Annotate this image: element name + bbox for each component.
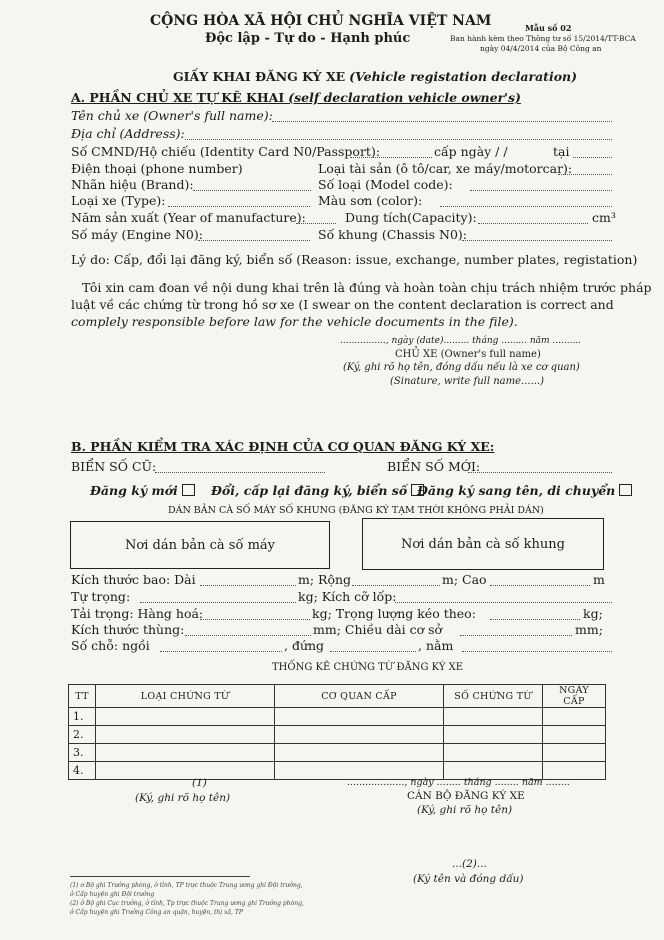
box-dims-label: Kích thước thùng:: [71, 622, 185, 637]
option-transfer-label: Đăng ký sang tên, di chuyển: [417, 483, 616, 498]
capacity-label: Dung tích(Capacity):: [345, 210, 477, 225]
table-row: [69, 726, 606, 744]
owner-date-line: ................, ngày (date)......... tháng ......... năm ..........: [340, 336, 582, 346]
load-label: Tải trọng: Hàng hoá:: [71, 606, 204, 621]
engine-no-label: Số máy (Engine N0):: [71, 227, 203, 242]
id-card-field[interactable]: [350, 157, 432, 158]
weight-field[interactable]: [140, 602, 296, 603]
section-a-title: A. PHẦN CHỦ XE TỰ KÊ KHAI: [71, 90, 285, 105]
width-label: m; Rộng: [298, 572, 352, 587]
phone-label: Điện thoại (phone number): [71, 161, 243, 176]
officer-title: CÁN BỘ ĐĂNG KÝ XE: [407, 790, 525, 802]
owner-sign-note-2: (Sinature, write full name......): [390, 376, 545, 387]
cell[interactable]: [444, 726, 543, 744]
new-plate-field[interactable]: [468, 472, 612, 473]
officer-note: (Ký, ghi rõ họ tên): [417, 804, 513, 816]
row-number: 1.: [69, 708, 96, 726]
issued-place-label: tại: [553, 144, 570, 159]
new-registration-checkbox[interactable]: [182, 484, 195, 496]
cell[interactable]: [543, 708, 606, 726]
cell[interactable]: [444, 744, 543, 762]
towing-label: kg; Trọng lượng kéo theo:: [312, 606, 476, 621]
owner-name-field[interactable]: [272, 121, 612, 122]
section-a-title-en: (self declaration vehicle owner's): [288, 90, 521, 105]
transfer-checkbox[interactable]: [619, 484, 632, 496]
option-new-label: Đăng ký mới: [90, 483, 178, 498]
vehicle-type-field[interactable]: [558, 174, 612, 175]
section-b-heading: B. PHẦN KIỂM TRA XÁC ĐỊNH CỦA CƠ QUAN ĐĂNG KÝ XE:: [71, 439, 495, 454]
wheelbase-unit: mm;: [575, 622, 603, 637]
cell[interactable]: [96, 744, 275, 762]
oath-line-1: Tôi xin cam đoan về nội dung khai trên là đúng và hoàn toàn chịu trách nhiệm trước pháp: [82, 280, 652, 295]
owner-sign-note-1: (Ký, ghi rõ họ tên, đóng dấu nếu là xe cơ quan): [343, 362, 580, 373]
option-reissue-label: Đổi, cấp lại đăng ký, biển số: [211, 483, 408, 498]
chassis-stamp-box: [362, 518, 604, 570]
issued-date-label: cấp ngày / /: [434, 144, 508, 159]
reason-text: Lý do: Cấp, đổi lại đăng ký, biển số (Reason: issue, exchange, number plates, registation): [71, 252, 638, 267]
seal-note: (Ký tên và đóng dấu): [413, 873, 524, 885]
engine-no-field[interactable]: [198, 240, 310, 241]
weight-label: Tự trọng:: [71, 589, 131, 604]
option-transfer[interactable]: [417, 483, 632, 498]
year-label: Năm sản xuất (Year of manufacture):: [71, 210, 306, 225]
stamp-heading: DÁN BẢN CÀ SỐ MÁY SỐ KHUNG (ĐĂNG KÝ TẠM THỜI KHÔNG PHẢI DÁN): [168, 505, 544, 516]
standing-label: , đứng: [284, 638, 325, 653]
cell[interactable]: [275, 726, 444, 744]
cell[interactable]: [96, 762, 275, 780]
footnote-3: (2) ở Bộ ghi Cục trưởng, ở tỉnh, Tp trực thuộc Trung ương ghi Trưởng phòng,: [70, 900, 304, 907]
towing-unit: kg;: [583, 606, 603, 621]
new-plate-label: BIỂN SỐ MỚI:: [387, 459, 481, 474]
engine-stamp-box: [70, 521, 330, 569]
cell[interactable]: [275, 744, 444, 762]
address-field[interactable]: [185, 139, 612, 140]
chassis-stamp-label: Nơi dán bản cà số khung: [401, 536, 565, 552]
lying-field[interactable]: [462, 651, 612, 652]
height-unit: m: [593, 572, 605, 587]
year-field[interactable]: [296, 223, 336, 224]
cell[interactable]: [444, 708, 543, 726]
color-field[interactable]: [440, 206, 612, 207]
title-vn: GIẤY KHAI ĐĂNG KÝ XE: [173, 69, 346, 84]
box-dims-field[interactable]: [185, 635, 311, 636]
cell[interactable]: [543, 726, 606, 744]
footnote-2: ở Cấp huyện ghi Đội trưởng: [70, 891, 155, 898]
option-new-registration[interactable]: [90, 483, 195, 498]
id-card-label: Số CMND/Hộ chiếu (Identity Card N0/Passport):: [71, 144, 381, 159]
oath-line-3: complely responsible before law for the vehicle documents in the file).: [71, 314, 518, 329]
length-field[interactable]: [200, 585, 296, 586]
seats-field[interactable]: [160, 651, 282, 652]
col-issuer: CƠ QUAN CẤP: [275, 685, 444, 708]
model-field[interactable]: [470, 190, 612, 191]
capacity-unit: cm³: [592, 210, 616, 225]
chassis-no-field[interactable]: [462, 240, 612, 241]
row-number: 4.: [69, 762, 96, 780]
motto: Độc lập - Tự do - Hạnh phúc: [205, 31, 411, 46]
vehicle-type-label: Loại tài sản (ô tô/car, xe máy/motorcar):: [318, 161, 573, 176]
dims-label: Kích thước bao: Dài: [71, 572, 196, 587]
title-en: (Vehicle registation declaration): [349, 69, 578, 84]
lying-label: , nằm: [418, 638, 454, 653]
owner-sign-title: CHỦ XE (Owner's full name): [395, 349, 541, 360]
seal-number: ...(2)...: [452, 858, 487, 870]
officer-date-line: ..................., ngày ........ tháng ........ năm ........: [347, 777, 570, 788]
color-label: Màu sơn (color):: [318, 193, 423, 208]
wheelbase-field[interactable]: [460, 635, 572, 636]
brand-label: Nhãn hiệu (Brand):: [71, 177, 194, 192]
form-note-2: ngày 04/4/2014 của Bộ Công an: [480, 44, 602, 53]
table-row: [69, 708, 606, 726]
tire-label: kg; Kích cỡ lốp:: [298, 589, 397, 604]
towing-field[interactable]: [490, 619, 580, 620]
cell[interactable]: [275, 708, 444, 726]
cell[interactable]: [96, 708, 275, 726]
chassis-no-label: Số khung (Chassis N0):: [318, 227, 468, 242]
load-field[interactable]: [200, 619, 310, 620]
seats-label: Số chỗ: ngồi: [71, 638, 150, 653]
col-doc-no: SỐ CHỨNG TỪ: [444, 685, 543, 708]
nation-title: CỘNG HÒA XÃ HỘI CHỦ NGHĨA VIỆT NAM: [150, 13, 492, 29]
section-a-heading: [71, 90, 521, 105]
documents-table: [68, 684, 606, 780]
oath-line-2: luật về các chứng từ trong hồ sơ xe (I swear on the content declaration is correct and: [71, 297, 614, 312]
form-note-1: Ban hành kèm theo Thông tư số 15/2014/TT-BCA: [450, 34, 636, 43]
table-row: [69, 744, 606, 762]
left-signature-no: (1): [192, 777, 207, 789]
documents-title: THỐNG KÊ CHỨNG TỪ ĐĂNG KÝ XE: [272, 662, 464, 673]
address-label: Địa chỉ (Address):: [71, 126, 185, 141]
tire-field[interactable]: [395, 602, 612, 603]
old-plate-field[interactable]: [155, 472, 325, 473]
footnote-divider: [70, 876, 250, 877]
row-number: 2.: [69, 726, 96, 744]
footnote-4: ở Cấp huyện ghi Trưởng Công an quận, huyện, thị xã, TP: [70, 909, 243, 916]
col-doc-type: LOẠI CHỨNG TỪ: [96, 685, 275, 708]
issued-place-field[interactable]: [573, 157, 612, 158]
width-field[interactable]: [352, 585, 440, 586]
wheelbase-label: mm; Chiều dài cơ sở: [313, 622, 443, 637]
standing-field[interactable]: [330, 651, 416, 652]
form-title: [173, 69, 577, 84]
brand-field[interactable]: [193, 190, 311, 191]
cell[interactable]: [96, 726, 275, 744]
old-plate-label: BIỂN SỐ CŨ:: [71, 459, 157, 474]
row-number: 3.: [69, 744, 96, 762]
model-label: Số loại (Model code):: [318, 177, 453, 192]
capacity-field[interactable]: [478, 223, 588, 224]
col-tt: TT: [69, 685, 96, 708]
left-signature-note: (Ký, ghi rõ họ tên): [135, 792, 231, 804]
col-issue-date: NGÀY CẤP: [543, 685, 606, 708]
type-label: Loại xe (Type):: [71, 193, 166, 208]
table-header-row: [69, 685, 606, 708]
footnote-1: (1) ơ Bộ ghi Trưởng phòng, ở tỉnh, TP trực thuộc Trung ương ghi Đội trưởng,: [70, 882, 303, 889]
form-number: Mẫu số 02: [525, 23, 572, 33]
option-reissue[interactable]: [211, 483, 424, 498]
owner-name-label: Tên chủ xe (Owner's full name):: [71, 108, 273, 123]
height-label: m; Cao: [442, 572, 487, 587]
engine-stamp-label: Nơi dán bản cà số máy: [125, 537, 275, 553]
type-field[interactable]: [168, 206, 310, 207]
cell[interactable]: [543, 744, 606, 762]
height-field[interactable]: [490, 585, 590, 586]
